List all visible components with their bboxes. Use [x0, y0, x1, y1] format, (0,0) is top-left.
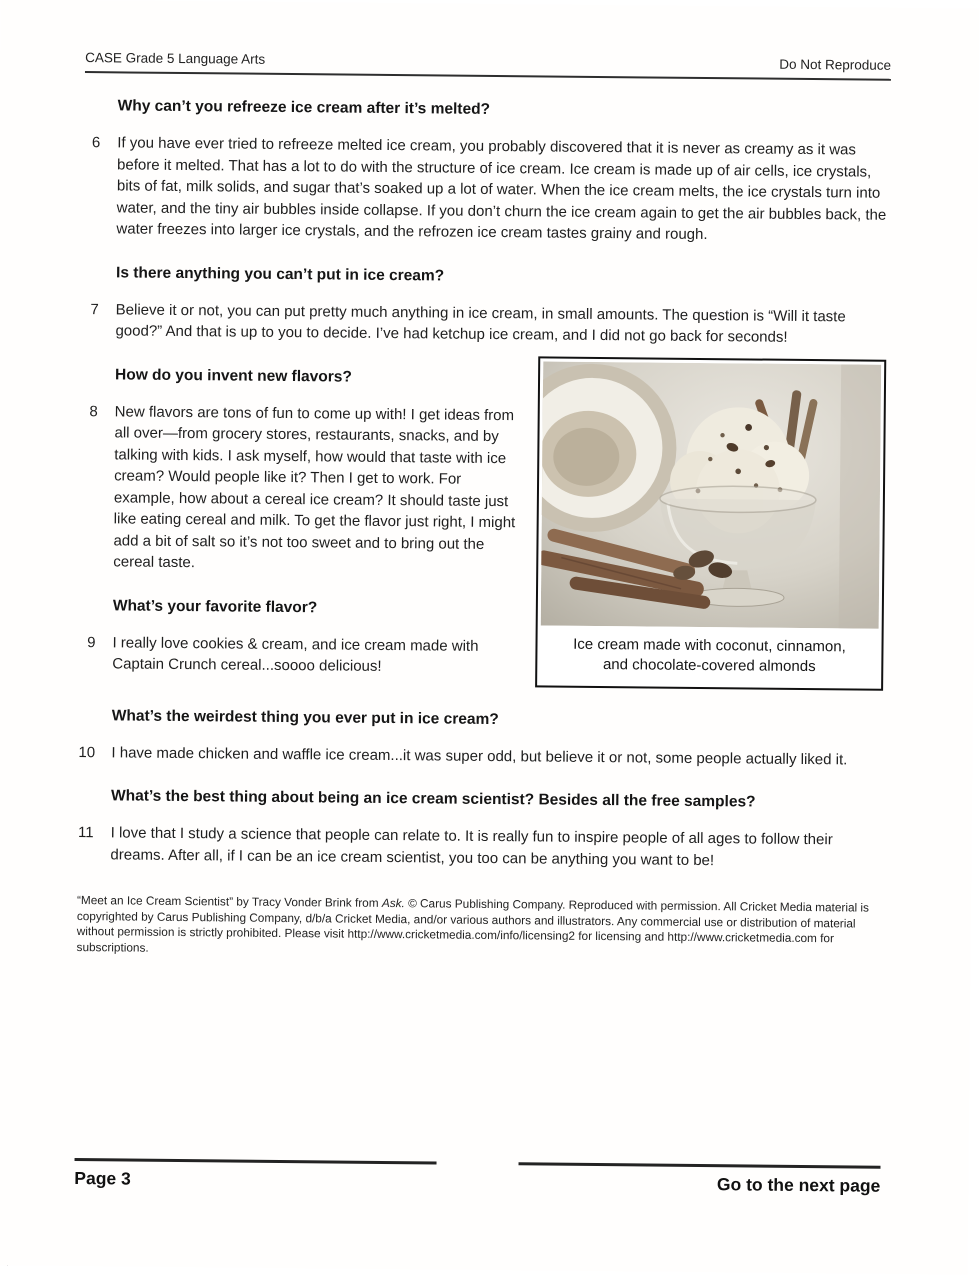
question-heading-best: What’s the best thing about being an ice cream scientist? Besides all the free samples?: [110, 787, 756, 811]
text-and-figure-row: [79, 342, 888, 691]
page-footer: [74, 1158, 880, 1197]
paragraph-text: Believe it or not, you can put pretty much anything in ice cream, in small amounts. The question is “Will it taste good?” And that is up to you to decide. I’ve had ketchup ice cream, and I did not go back for seconds!: [115, 300, 846, 346]
go-to-next-page-label: Go to the next page: [518, 1162, 880, 1196]
credit-text-end: © Carus Publishing Company. Reproduced with permission. All Cricket Media material is copyrighted by Carus Publishing Company, d/b/a Cricket Media, and/or various authors and illustrators. Any commercial use or distribution of material without permission is strictly prohibited. Please visit http://www.cricketmedia.com/info/licensing2 for licensing and http://www.cricketmedia.com for subscriptions.: [76, 896, 870, 955]
paragraph-number: 7: [90, 300, 99, 318]
paragraph-text: New flavors are tons of fun to come up with! I get ideas from all over—from grocery stores, restaurants, snacks, and by talking with kids. I ask myself, how would that taste with ice cream? Would people like it? Then I get to work. For example, how about a cereal ice cream? It should taste just like eating cereal and milk. To get the flavor just right, I might add a bit of salt so it’s not too sweet and to bring out the cereal taste.: [113, 402, 516, 572]
paragraph-text: I really love cookies & cream, and ice cream made with Captain Crunch cereal...soooo delicious!: [112, 633, 479, 675]
do-not-reproduce-notice: Do Not Reproduce: [779, 56, 892, 73]
paragraph-number: 10: [78, 743, 96, 761]
page-header: [85, 50, 891, 81]
page-number: Page 3: [74, 1158, 436, 1192]
passage-paragraph-11: [77, 822, 883, 873]
ice-cream-photo: [541, 361, 882, 628]
paragraph-text: I love that I study a science that people can relate to. It is really fun to inspire people of all ages to follow their dreams. After all, if I can be an ice cream scientist, you too can be anything you want to be!: [110, 824, 833, 869]
passage-paragraph-6: [83, 132, 890, 247]
passage-paragraph-7: [82, 299, 888, 350]
figure-caption: Ice cream made with coconut, cinnamon, and chocolate-covered almonds: [573, 635, 846, 675]
document-title: CASE Grade 5 Language Arts: [85, 50, 266, 67]
question-heading-invent: How do you invent new flavors?: [114, 365, 352, 386]
question-heading-refreeze: Why can’t you refreeze ice cream after it’s melted?: [117, 97, 491, 118]
paragraph-text: I have made chicken and waffle ice cream...it was super odd, but believe it or not, some people actually liked it.: [111, 743, 848, 768]
paragraph-number: 9: [87, 633, 96, 651]
copyright-credit: [77, 893, 884, 963]
question-heading-anything: Is there anything you can’t put in ice cream?: [115, 263, 445, 285]
credit-work-title: Ask.: [381, 895, 405, 911]
passage-paragraph-9: [79, 632, 521, 679]
paragraph-number: 6: [91, 134, 101, 152]
paragraph-number: 8: [89, 402, 98, 420]
paragraph-text: If you have ever tried to refreeze melted ice cream, you probably discovered that it is never as creamy as it was before it melted. That has a lot to do with the structure of ice cream. Ice cream is made up of air cells, ice crystals, bits of fat, milk solids, and sugar that’s soaked up a lot of water. When the ice cream melts, the ice crystals turn into water, and the tiny air bubbles inside collapse. If you don’t churn the ice cream again to get the air bubbles back, the water freezes into larger ice crystals, and the refrozen ice cream tastes grainy and rough.: [116, 134, 887, 244]
credit-text-start: “Meet an Ice Cream Scientist” by Tracy Vonder Brink from: [76, 893, 382, 910]
question-heading-weirdest: What’s the weirdest thing you ever put in ice cream?: [111, 706, 499, 728]
passage-paragraph-8: [80, 401, 524, 577]
ice-cream-figure: [535, 356, 886, 690]
question-heading-favorite: What’s your favorite flavor?: [112, 596, 318, 616]
paragraph-number: 11: [78, 824, 94, 842]
passage-paragraph-10: [78, 742, 884, 771]
left-text-column: [79, 342, 524, 679]
